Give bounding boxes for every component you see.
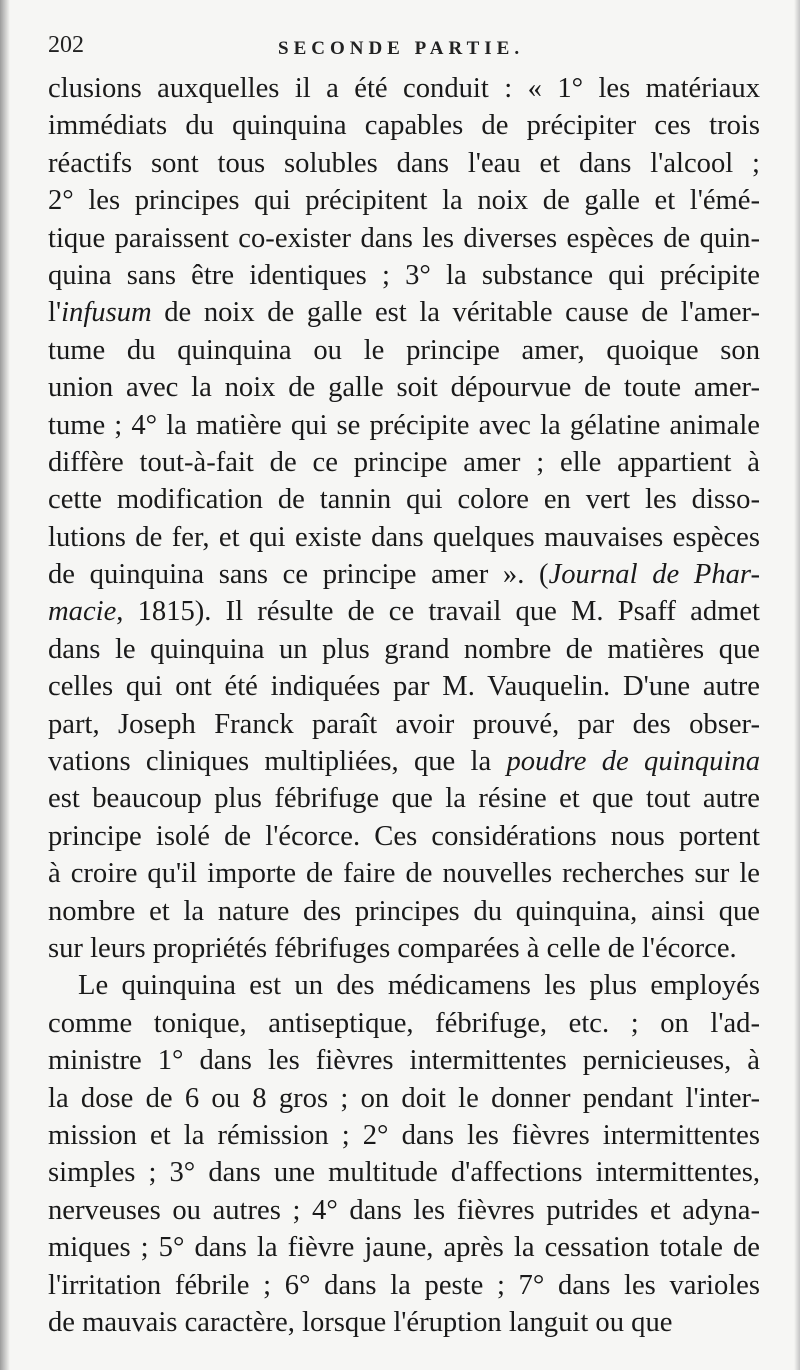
page-gutter-shadow [0,0,10,1370]
text-line: nerveuses ou autres ; 4° dans les fièvres putrides et adyna- [48,1194,760,1226]
text-line: réactifs sont tous solubles dans l'eau et dans l'alcool ; [48,147,760,179]
text-line [48,294,760,331]
text-line: lutions de fer, et qui existe dans quelques mauvaises espèces [48,521,760,553]
text-line: à croire qu'il importe de faire de nouvelles recherches sur le [48,858,760,890]
body-text [48,70,760,1341]
text-line: tume ; 4° la matière qui se précipite avec la gélatine animale [48,409,760,441]
text-line [48,556,760,593]
text-line: ministre 1° dans les fièvres intermittentes pernicieuses, à [48,1045,760,1077]
text-segment: de noix de galle est la véritable cause de l'amer- [151,297,760,329]
text-line: cette modification de tannin qui colore en vert les disso- [48,484,760,516]
text-line: simples ; 3° dans une multitude d'affections intermittentes, [48,1157,760,1189]
italic-text: macie [48,596,117,628]
page-edge-shadow [794,0,800,1370]
text-line: union avec la noix de galle soit dépourvue de toute amer- [48,372,760,404]
page-header [48,30,752,66]
text-line: miques ; 5° dans la fièvre jaune, après la cessation totale de [48,1232,760,1264]
text-line: tume du quinquina ou le principe amer, quoique son [48,334,760,366]
text-line: principe isolé de l'écorce. Ces considérations nous portent [48,820,760,852]
text-line: diffère tout-à-fait de ce principe amer ; elle appartient à [48,446,760,478]
italic-text: infusum [61,297,152,329]
running-head: SECONDE PARTIE. [278,38,525,59]
text-line: est beaucoup plus fébrifuge que la résine et que tout autre [48,783,760,815]
text-line: tique paraissent co-exister dans les diverses espèces de quin- [48,222,760,254]
text-line: mission et la rémission ; 2° dans les fièvres intermittentes [48,1119,760,1151]
text-line: dans le quinquina un plus grand nombre de matières que [48,633,760,665]
text-segment: l' [48,297,62,329]
text-line: 2° les principes qui précipitent la noix de galle et l'émé- [48,185,760,217]
italic-text: Journal de Phar- [548,559,761,591]
text-line: comme tonique, antiseptique, fébrifuge, etc. ; on l'ad- [48,1007,760,1039]
text-line: l'irritation fébrile ; 6° dans la peste ; 7° dans les varioles [48,1269,760,1301]
text-line: de mauvais caractère, lorsque l'éruption languit ou que [48,1306,673,1338]
text-segment: , 1815). Il résulte de ce travail que M. Psaff admet [116,596,760,628]
italic-text: poudre de quinquina [506,746,760,778]
text-line [48,743,760,780]
text-segment: de quinquina sans ce principe amer ». ( [48,559,549,591]
text-line [48,593,760,630]
text-line: nombre et la nature des principes du quinquina, ainsi que [48,895,760,927]
text-line: immédiats du quinquina capables de précipiter ces trois [48,110,760,142]
text-line: celles qui ont été indiquées par M. Vauquelin. D'une autre [48,671,760,703]
text-line: clusions auxquelles il a été conduit : « 1° les matériaux [48,73,760,104]
text-segment: vations cliniques multipliées, que la [48,746,507,778]
text-line: Le quinquina est un des médicamens les plus employés [78,970,760,1002]
text-line: la dose de 6 ou 8 gros ; on doit le donner pendant l'inter- [48,1082,760,1114]
text-line: quina sans être identiques ; 3° la substance qui précipite [48,259,760,291]
text-line: sur leurs propriétés fébrifuges comparées à celle de l'écorce. [48,932,737,964]
text-line: part, Joseph Franck paraît avoir prouvé, par des obser- [48,708,760,740]
page-number: 202 [48,32,84,58]
